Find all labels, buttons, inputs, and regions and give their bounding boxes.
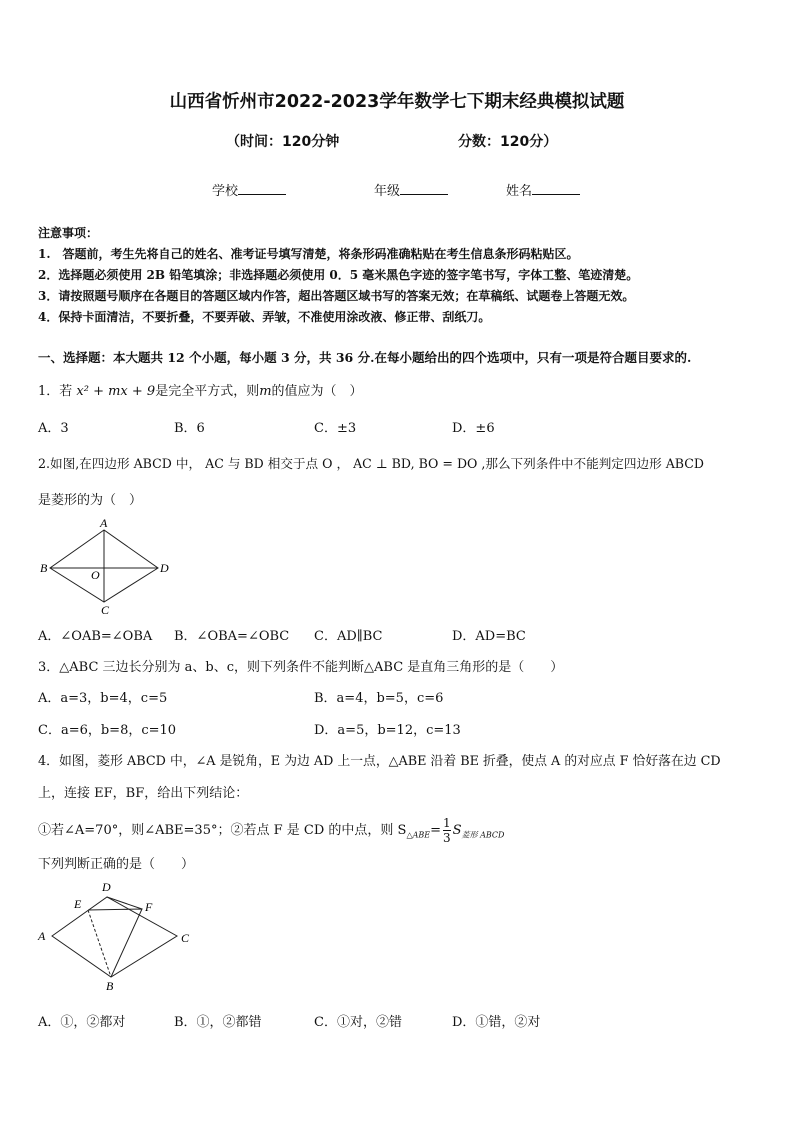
q4-option-c[interactable]: C．①对，②错	[314, 1015, 402, 1030]
q1-middle: 是完全平方式，则	[155, 384, 260, 399]
grade-label: 年级	[374, 184, 401, 199]
q4-option-d[interactable]: D．①错，②对	[452, 1015, 541, 1030]
name-label: 姓名	[506, 184, 533, 199]
question-3: 3．△ABC 三边长分别为 a、b、c，则下列条件不能判断△ABC 是直角三角形的是（ ）	[38, 660, 564, 675]
school-field[interactable]	[212, 180, 286, 199]
question-2-line1: 2.如图,在四边形 ABCD 中， AC 与 BD 相交于点 O ， AC ⊥ BD, BO = DO ,那么下列条件中不能判定四边形 ABCD	[38, 456, 705, 471]
q2-option-b[interactable]: B．∠OBA=∠OBC	[174, 629, 290, 644]
question-4-line1: 4．如图，菱形 ABCD 中，∠A 是锐角，E 为边 AD 上一点，△ABE 沿着 BE 折叠，使点 A 的对应点 F 恰好落在边 CD	[38, 754, 721, 769]
question-4-line2: 上，连接 EF，BF，给出下列结论：	[38, 786, 249, 801]
question-4-line3	[38, 816, 504, 845]
fraction-denominator: 3	[443, 831, 451, 845]
point-label: B	[106, 979, 114, 993]
point-label: C	[181, 931, 190, 945]
q2-option-c[interactable]: C．AD∥BC	[314, 629, 383, 644]
q3-option-d[interactable]: D．a=5，b=12，c=13	[314, 723, 461, 738]
q2-option-a[interactable]: A．∠OAB=∠OBA	[38, 629, 153, 644]
question-1	[38, 380, 363, 399]
rhombus-figure-q2	[36, 516, 172, 616]
exam-title: 山西省忻州市2022-2023学年数学七下期末经典模拟试题	[169, 92, 625, 112]
q4-statement: ①若∠A=70°，则∠ABE=35°；②若点 F 是 CD 的中点，则 S	[38, 823, 407, 838]
question-2-line2: 是菱形的为（ ）	[38, 493, 143, 508]
q1-option-b[interactable]: B．6	[174, 421, 205, 436]
exam-score: 分数：120分）	[458, 134, 558, 150]
point-label: E	[74, 897, 82, 911]
exam-time: （时间：120分钟	[226, 134, 340, 150]
q4-subscript: △ABE	[406, 830, 431, 840]
q1-option-c[interactable]: C．±3	[314, 421, 357, 436]
name-field[interactable]	[506, 180, 580, 199]
q3-option-b[interactable]: B．a=4，b=5，c=6	[314, 691, 444, 706]
point-label: C	[101, 603, 110, 616]
q3-option-c[interactable]: C．a=6，b=8，c=10	[38, 723, 177, 738]
section-heading: 一、选择题：本大题共 12 个小题，每小题 3 分，共 36 分.在每小题给出的四个选项中，只有一项是符合题目要求的.	[38, 350, 692, 365]
q1-suffix: 的值应为（ ）	[271, 384, 363, 399]
q1-option-a[interactable]: A．3	[38, 421, 69, 436]
fraction-numerator: 1	[443, 816, 451, 830]
q1-variable: m	[259, 384, 272, 399]
school-label: 学校	[212, 184, 239, 199]
q1-prefix: 1．若	[38, 384, 77, 399]
note-item: 4．保持卡面清洁，不要折叠，不要弄破、弄皱，不准使用涂改液、修正带、刮纸刀。	[38, 310, 491, 324]
note-item: 2．选择题必须使用 2B 铅笔填涂；非选择题必须使用 0．5 毫米黑色字迹的签字笔书写，字体工整、笔迹清楚。	[38, 268, 639, 282]
rhombus-figure-q4	[34, 878, 204, 996]
point-label: D	[102, 880, 111, 894]
q1-option-d[interactable]: D．±6	[452, 421, 495, 436]
q4-option-a[interactable]: A．①，②都对	[38, 1015, 126, 1030]
q4-equals: =	[430, 823, 441, 838]
q1-expression: x² + mx + 9	[76, 384, 156, 399]
q4-subscript-2: 菱形 ABCD	[461, 830, 505, 840]
q3-option-a[interactable]: A．a=3，b=4，c=5	[38, 691, 168, 706]
q4-s: S	[452, 823, 462, 838]
note-item: 3．请按照题号顺序在各题目的答题区域内作答，超出答题区域书写的答案无效；在草稿纸、试题卷上答题无效。	[38, 289, 635, 303]
point-label: O	[91, 568, 100, 582]
question-4-line4: 下列判断正确的是（ ）	[38, 857, 195, 872]
note-item: 1. 答题前，考生先将自己的姓名、准考证号填写清楚，将条形码准确粘贴在考生信息条形码粘贴区。	[38, 247, 579, 261]
point-label: F	[145, 900, 153, 914]
point-label: B	[40, 561, 48, 575]
q4-fraction	[443, 816, 451, 845]
q2-option-d[interactable]: D．AD=BC	[452, 629, 526, 644]
q4-option-b[interactable]: B．①，②都错	[174, 1015, 262, 1030]
notes-heading: 注意事项：	[38, 226, 99, 240]
point-label: D	[160, 561, 169, 575]
grade-field[interactable]	[374, 180, 448, 199]
point-label: A	[100, 516, 108, 530]
point-label: A	[38, 929, 46, 943]
